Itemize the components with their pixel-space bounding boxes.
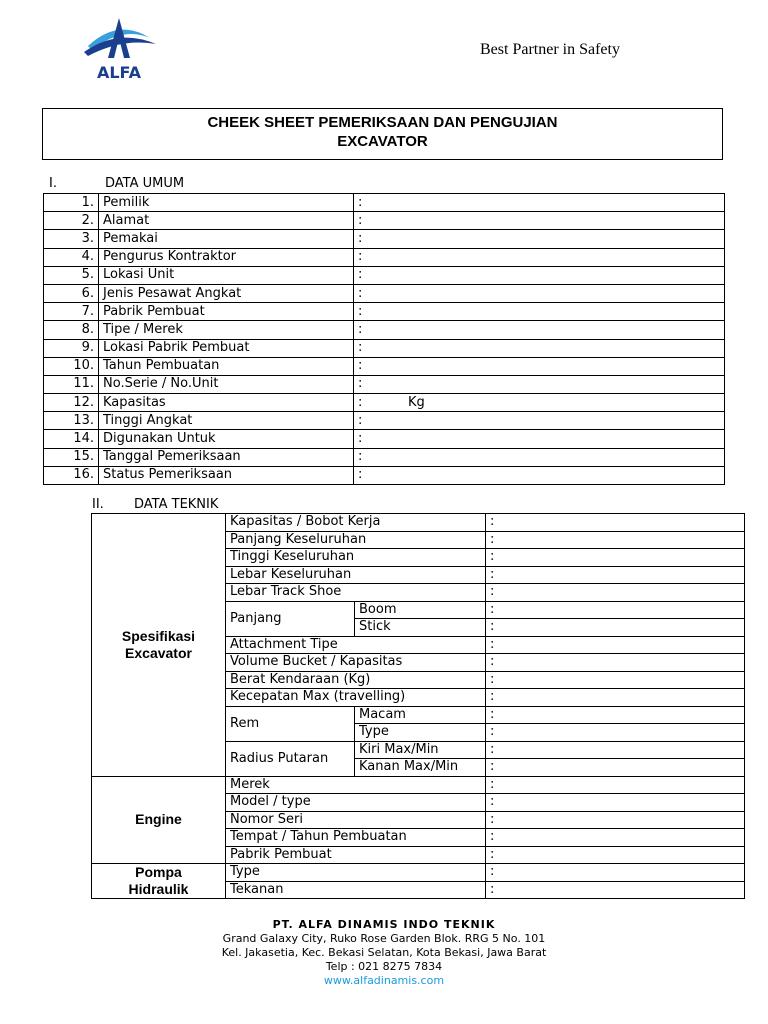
table-row (44, 212, 725, 230)
document-title (42, 108, 723, 160)
unit-label: Kg (408, 394, 425, 410)
row-value (354, 284, 725, 302)
row-value: : (486, 636, 745, 654)
section-number: I. (49, 176, 57, 191)
phone: Telp : 021 8275 7834 (325, 960, 443, 973)
row-number: 5. (44, 266, 99, 284)
row-sublabel: Stick (355, 619, 486, 637)
colon: : (358, 358, 363, 374)
row-value: : (486, 846, 745, 864)
row-number: 8. (44, 321, 99, 339)
row-value: : (486, 566, 745, 584)
row-label: Tempat / Tahun Pembuatan (226, 829, 486, 847)
company-name: PT. ALFA DINAMIS INDO TEKNIK (272, 918, 496, 931)
row-label: Alamat (99, 212, 354, 230)
row-number: 3. (44, 230, 99, 248)
data-teknik-table (91, 513, 745, 899)
row-number: 13. (44, 412, 99, 430)
row-value (354, 357, 725, 375)
row-value (354, 466, 725, 484)
row-label: Rem (226, 706, 355, 741)
row-number: 15. (44, 448, 99, 466)
row-value (354, 212, 725, 230)
logo-text: ALFA (96, 63, 142, 82)
row-label: Lebar Keseluruhan (226, 566, 486, 584)
row-value: : (486, 671, 745, 689)
colon: : (358, 321, 363, 337)
row-label: Merek (226, 776, 486, 794)
table-row (44, 266, 725, 284)
row-value (354, 194, 725, 212)
colon: : (358, 230, 363, 246)
row-number: 2. (44, 212, 99, 230)
row-value (354, 448, 725, 466)
row-label: Kapasitas (99, 394, 354, 412)
row-value: : (486, 531, 745, 549)
row-number: 12. (44, 394, 99, 412)
row-value: : (486, 811, 745, 829)
row-number: 4. (44, 248, 99, 266)
section-number: II. (92, 497, 104, 512)
table-row (44, 375, 725, 393)
address-line-2: Kel. Jakasetia, Kec. Bekasi Selatan, Kota Bekasi, Jawa Barat (221, 946, 547, 959)
row-number: 10. (44, 357, 99, 375)
section-1-heading (49, 176, 184, 191)
row-value: : (486, 514, 745, 532)
row-value: : (486, 619, 745, 637)
section-title: DATA UMUM (105, 176, 185, 191)
tagline: Best Partner in Safety (480, 41, 620, 58)
row-sublabel: Type (355, 724, 486, 742)
colon: : (358, 303, 363, 319)
row-label: Pabrik Pembuat (99, 303, 354, 321)
row-label: Model / type (226, 794, 486, 812)
row-value: : (486, 584, 745, 602)
row-number: 16. (44, 466, 99, 484)
row-label: Pemakai (99, 230, 354, 248)
row-label: Kapasitas / Bobot Kerja (226, 514, 486, 532)
row-label: Status Pemeriksaan (99, 466, 354, 484)
colon: : (358, 394, 363, 410)
row-label: Type (226, 864, 486, 882)
table-row (44, 430, 725, 448)
row-value (354, 412, 725, 430)
row-value: : (486, 549, 745, 567)
row-label: Berat Kendaraan (Kg) (226, 671, 486, 689)
row-label: Volume Bucket / Kapasitas (226, 654, 486, 672)
row-value: : (486, 759, 745, 777)
row-value (354, 430, 725, 448)
row-value: : (486, 654, 745, 672)
row-label: Tinggi Keseluruhan (226, 549, 486, 567)
row-value: : (486, 829, 745, 847)
colon: : (358, 285, 363, 301)
row-value (354, 321, 725, 339)
colon: : (358, 431, 363, 447)
title-line-2: EXCAVATOR (337, 133, 428, 150)
row-value: : (486, 706, 745, 724)
table-row (92, 864, 745, 882)
row-label: Tekanan (226, 881, 486, 899)
row-label: Panjang Keseluruhan (226, 531, 486, 549)
row-value: : (486, 794, 745, 812)
row-value (354, 339, 725, 357)
row-value (354, 303, 725, 321)
row-label: Tinggi Angkat (99, 412, 354, 430)
colon: : (358, 267, 363, 283)
table-row (44, 248, 725, 266)
row-label: Radius Putaran (226, 741, 355, 776)
colon: : (358, 449, 363, 465)
title-line-1: CHEEK SHEET PEMERIKSAAN DAN PENGUJIAN (207, 114, 558, 131)
group-engine: Engine (92, 776, 226, 864)
row-label: Panjang (226, 601, 355, 636)
table-row (44, 394, 725, 412)
row-sublabel: Macam (355, 706, 486, 724)
row-label: Tahun Pembuatan (99, 357, 354, 375)
row-label: Kecepatan Max (travelling) (226, 689, 486, 707)
alfa-logo (78, 12, 160, 84)
table-row (44, 230, 725, 248)
row-label: Pengurus Kontraktor (99, 248, 354, 266)
row-label: Jenis Pesawat Angkat (99, 284, 354, 302)
table-row (44, 194, 725, 212)
row-number: 6. (44, 284, 99, 302)
section-title: DATA TEKNIK (134, 497, 219, 512)
row-number: 11. (44, 375, 99, 393)
row-sublabel: Kanan Max/Min (355, 759, 486, 777)
row-value: : (486, 689, 745, 707)
colon: : (358, 376, 363, 392)
colon: : (358, 412, 363, 428)
row-label: Lokasi Pabrik Pembuat (99, 339, 354, 357)
row-value: : (486, 776, 745, 794)
colon: : (358, 467, 363, 483)
table-row (44, 412, 725, 430)
row-value (354, 375, 725, 393)
group-pompa: Pompa Hidraulik (92, 864, 226, 899)
section-2-heading (92, 497, 218, 512)
row-value (354, 394, 725, 412)
row-label: Nomor Seri (226, 811, 486, 829)
table-row (44, 284, 725, 302)
row-label: Pemilik (99, 194, 354, 212)
row-label: Pabrik Pembuat (226, 846, 486, 864)
table-row (44, 321, 725, 339)
colon: : (358, 340, 363, 356)
row-sublabel: Kiri Max/Min (355, 741, 486, 759)
data-umum-table (43, 193, 725, 485)
row-label: Lebar Track Shoe (226, 584, 486, 602)
table-row (44, 357, 725, 375)
row-value: : (486, 724, 745, 742)
row-value (354, 230, 725, 248)
row-label: Digunakan Untuk (99, 430, 354, 448)
row-label: No.Serie / No.Unit (99, 375, 354, 393)
row-number: 7. (44, 303, 99, 321)
group-spesifikasi: Spesifikasi Excavator (92, 514, 226, 777)
table-row (44, 448, 725, 466)
table-row (44, 466, 725, 484)
row-sublabel: Boom (355, 601, 486, 619)
row-number: 1. (44, 194, 99, 212)
row-value (354, 248, 725, 266)
row-number: 14. (44, 430, 99, 448)
row-value: : (486, 741, 745, 759)
row-value: : (486, 601, 745, 619)
table-row (92, 776, 745, 794)
row-label: Lokasi Unit (99, 266, 354, 284)
row-value: : (486, 881, 745, 899)
address-line-1: Grand Galaxy City, Ruko Rose Garden Blok. RRG 5 No. 101 (222, 932, 546, 945)
row-label: Tipe / Merek (99, 321, 354, 339)
colon: : (358, 249, 363, 265)
row-label: Attachment Tipe (226, 636, 486, 654)
table-row (44, 339, 725, 357)
row-value (354, 266, 725, 284)
website-link[interactable]: www.alfadinamis.com (323, 974, 445, 987)
row-label: Tanggal Pemeriksaan (99, 448, 354, 466)
row-value: : (486, 864, 745, 882)
footer (0, 918, 768, 988)
colon: : (358, 194, 363, 210)
row-number: 9. (44, 339, 99, 357)
table-row (44, 303, 725, 321)
colon: : (358, 212, 363, 228)
table-row (92, 514, 745, 532)
